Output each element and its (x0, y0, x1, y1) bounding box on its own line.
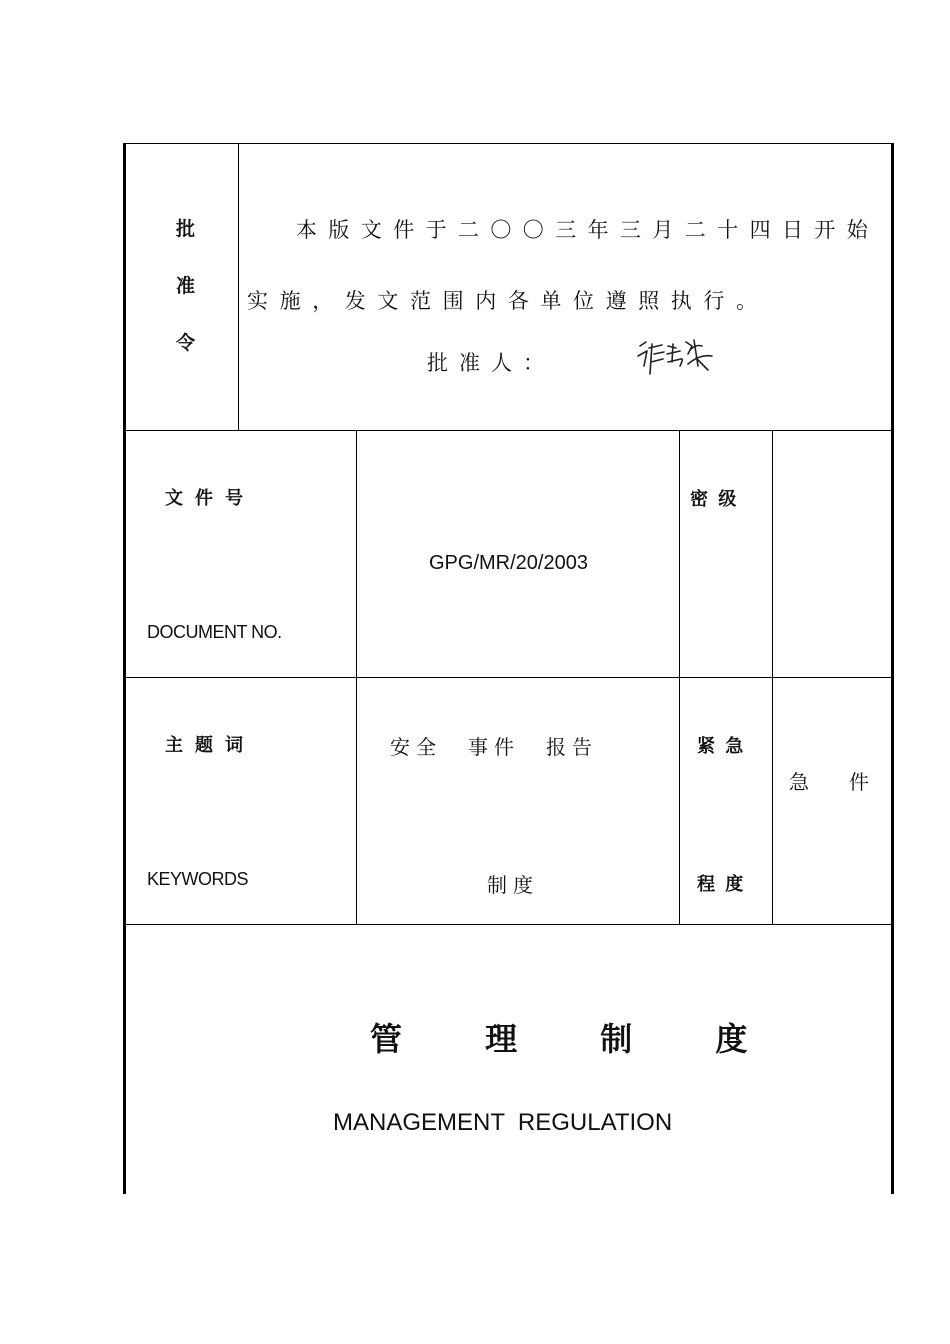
document-no-label-en: DOCUMENT NO. (147, 622, 282, 642)
keywords-label-en: KEYWORDS (147, 869, 249, 889)
approval-label (176, 214, 195, 385)
row-divider-2 (123, 677, 891, 678)
urgency-value: 急 件 (789, 770, 879, 794)
document-no-value: GPG/MR/20/2003 (429, 552, 588, 574)
keywords-value-line-1: 安全 事件 报告 (390, 735, 598, 759)
urgency-label-line-1: 紧 急 (697, 736, 746, 757)
document-no-label-cn: 文件号 (165, 488, 255, 509)
keywords-value-line-2: 制度 (487, 873, 539, 897)
label-column-divider (356, 430, 357, 924)
priority-column-divider (772, 430, 773, 924)
approval-label-char-1: 批 (176, 218, 196, 240)
title-en: MANAGEMENT REGULATION (333, 1109, 673, 1136)
approval-label-char-2: 准 (176, 275, 196, 297)
security-label: 密 级 (690, 489, 739, 510)
approval-divider (238, 143, 239, 430)
approval-label-char-3: 令 (176, 332, 196, 354)
keywords-label-cn: 主题词 (165, 735, 255, 756)
value-column-divider (679, 430, 680, 924)
approval-text-line-1: 本版文件于二〇〇三年三月二十四日开始 (296, 218, 880, 242)
row-divider-3 (123, 924, 891, 925)
urgency-label-line-2: 程 度 (697, 874, 746, 895)
approver-label: 批准人： (427, 351, 555, 375)
approver-signature (636, 336, 716, 378)
title-cn: 管 理 制 度 (370, 1020, 784, 1058)
row-divider-1 (123, 430, 891, 431)
approval-text-line-2: 实施，发文范围内各单位遵照执行。 (247, 289, 769, 313)
